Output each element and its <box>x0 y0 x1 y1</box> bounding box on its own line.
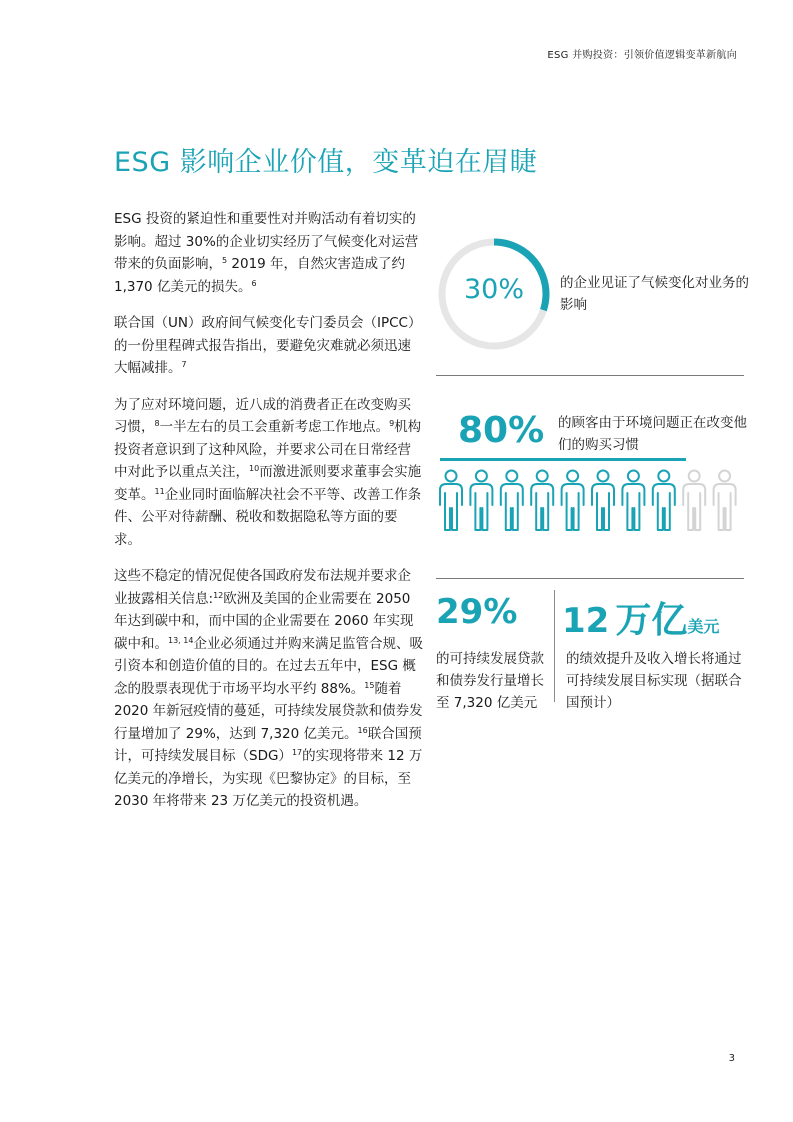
paragraph-3-text-b: 一半左右的员工会重新考虑工作地点。 <box>159 419 390 435</box>
paragraph-1 <box>114 208 424 298</box>
divider-2 <box>436 578 744 579</box>
ring-caption: 的企业见证了气候变化对业务的影响 <box>560 275 749 313</box>
person-icon <box>470 471 492 531</box>
page-title: ESG 影响企业价值，变革迫在眉睫 <box>114 147 538 178</box>
body-text-column <box>114 208 424 827</box>
person-icon <box>501 471 523 531</box>
ring-value: 30% <box>463 274 524 305</box>
footnote-ref: 11 <box>154 486 165 496</box>
footnote-ref: 17 <box>291 748 303 757</box>
page-number: 3 <box>728 1053 735 1064</box>
paragraph-4-text-d: 随着 2020 年新冠疫情的蔓延，可持续发展贷款和债券发行量增加了 29%，达到 7,320 亿美元。 <box>114 680 423 742</box>
paragraph-3-text-c: 机构投资者意识到了这种风险，并要求公司在日常经营中对此予以重点关注， <box>114 419 422 480</box>
sdg-value-unit: 美元 <box>687 617 720 636</box>
person-icon <box>714 471 736 531</box>
person-icon <box>683 471 705 531</box>
footnote-ref: 5 <box>222 256 228 265</box>
footnote-ref: 12 <box>213 590 224 600</box>
person-icon <box>592 471 614 531</box>
footnote-ref: 10 <box>249 464 260 473</box>
footnote-ref: 15 <box>364 680 375 690</box>
paragraph-1-text-b: 2019 年，自然灾害造成了约 1,370 亿美元的损失。 <box>114 256 406 295</box>
paragraph-4-text-b: 欧洲及美国的企业需要在 2050 年达到碳中和，而中国的企业需要在 2060 年实现碳中和。 <box>114 590 414 652</box>
person-icon <box>622 471 644 531</box>
vertical-divider <box>554 590 555 702</box>
consumers-value: 80% <box>458 410 545 451</box>
sdg-value-number: 12 <box>562 601 610 641</box>
paragraph-1-text-a: ESG 投资的紧迫性和重要性对并购活动有着切实的影响。超过 30%的企业切实经历了气候变化对运营带来的负面影响， <box>114 211 419 272</box>
person-icon <box>562 471 584 531</box>
paragraph-3-text-e: 企业同时面临解决社会不平等、改善工作条件、公平对待薪酬、税收和数据隐私等方面的要求。 <box>114 486 422 548</box>
footnote-ref: 7 <box>181 360 187 369</box>
loans-caption: 的可持续发展贷款和债券发行量增长至 7,320 亿美元 <box>436 651 544 711</box>
paragraph-4-text-c: 企业必须通过并购来满足监管合规、吸引资本和创造价值的目的。在过去五年中，ESG 概念的股票表现优于市场平均水平约 88%。 <box>114 635 423 697</box>
paragraph-4-text-a: 这些不稳定的情况促使各国政府发布法规并要求企业披露相关信息: <box>114 568 411 607</box>
person-icon <box>531 471 553 531</box>
paragraph-4 <box>114 565 424 813</box>
accent-bar <box>440 458 686 461</box>
sdg-value <box>562 592 719 643</box>
sdg-caption: 的绩效提升及收入增长将通过可持续发展目标实现（据联合国预计） <box>566 651 742 711</box>
paragraph-4-text-e: 联合国预计，可持续发展目标（SDG） <box>114 725 422 764</box>
paragraph-2-text-a: 联合国（UN）政府间气候变化专门委员会（IPCC）的一份里程碑式报告指出，要避免灾难就必须迅速大幅减排。 <box>114 315 422 376</box>
footnote-ref: 13, 14 <box>168 635 194 645</box>
loans-value: 29% <box>436 592 518 632</box>
footnote-ref: 9 <box>389 419 395 428</box>
paragraph-3-text-d: 而激进派则要求董事会实施变革。 <box>114 464 422 503</box>
footnote-ref: 16 <box>357 725 368 735</box>
people-pictogram <box>438 468 744 534</box>
person-icon <box>653 471 675 531</box>
footnote-ref: 6 <box>251 278 257 288</box>
divider-1 <box>436 375 744 376</box>
person-icon <box>440 471 462 531</box>
paragraph-2 <box>114 312 424 380</box>
sdg-value-magnitude: 万亿 <box>615 600 688 641</box>
paragraph-4-text-f: 的实现将带来 12 万亿美元的净增长，为实现《巴黎协定》的目标，至 2030 年将带来 23 万亿美元的投资机遇。 <box>114 748 423 809</box>
footnote-ref: 8 <box>154 419 160 428</box>
consumers-caption: 的顾客由于环境问题正在改变他们的购买习惯 <box>558 415 747 453</box>
paragraph-3-text-a: 为了应对环境问题，近八成的消费者正在改变购买习惯， <box>114 396 411 435</box>
running-header: ESG 并购投资：引领价值逻辑变革新航向 <box>547 50 737 61</box>
paragraph-3 <box>114 394 424 552</box>
